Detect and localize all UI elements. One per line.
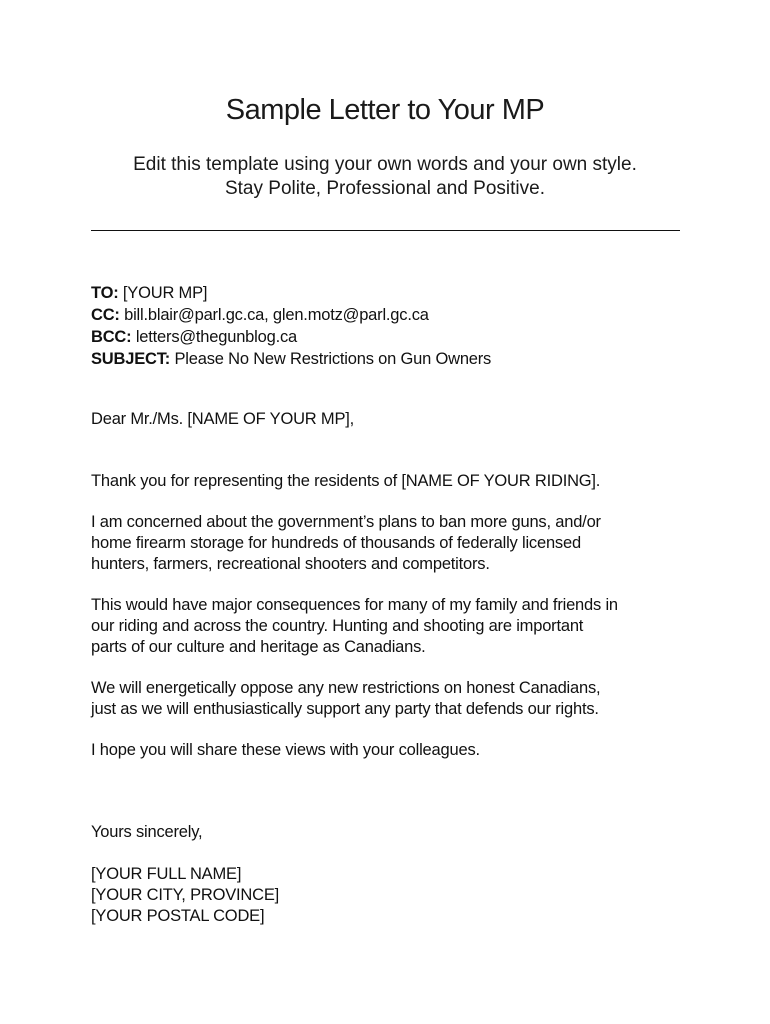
instructions-line: Edit this template using your own words and your own style. [133,154,637,175]
subject-value: Please No New Restrictions on Gun Owners [170,350,492,368]
paragraph [91,471,691,492]
paragraph-line: I am concerned about the government’s plans to ban more guns, and/or [91,513,601,531]
to-line [91,282,691,304]
to-label: TO: [91,284,119,302]
signature-block [91,864,691,927]
divider-line [91,230,680,231]
bcc-line [91,326,691,348]
bcc-value: letters@thegunblog.ca [131,328,297,346]
paragraph [91,512,691,575]
paragraph-line: just as we will enthusiastically support any party that defends our rights. [91,700,599,718]
paragraph-line: home firearm storage for hundreds of thousands of federally licensed [91,534,581,552]
signature-line: [YOUR CITY, PROVINCE] [91,886,280,904]
closing: Yours sincerely, [91,823,203,841]
paragraph [91,678,691,720]
paragraph [91,595,691,658]
cc-line [91,304,691,326]
paragraph-line: parts of our culture and heritage as Canadians. [91,638,426,656]
paragraph-line: I hope you will share these views with your colleagues. [91,741,480,759]
subject-label: SUBJECT: [91,350,171,368]
paragraph-line: We will energetically oppose any new restrictions on honest Canadians, [91,679,601,697]
instructions-line: Stay Polite, Professional and Positive. [224,178,545,199]
to-value: [YOUR MP] [118,284,208,302]
paragraph-line: hunters, farmers, recreational shooters and competitors. [91,555,490,573]
cc-label: CC: [91,306,120,324]
paragraph-line: This would have major consequences for many of my family and friends in [91,596,618,614]
salutation: Dear Mr./Ms. [NAME OF YOUR MP], [91,410,355,428]
signature-line: [YOUR POSTAL CODE] [91,907,265,925]
letter-headers [91,282,691,370]
cc-value: bill.blair@parl.gc.ca, glen.motz@parl.gc.ca [119,306,429,324]
paragraph-line: our riding and across the country. Hunting and shooting are important [91,617,584,635]
page-title: Sample Letter to Your MP [225,94,545,126]
signature-line: [YOUR FULL NAME] [91,865,242,883]
instructions [0,153,770,201]
subject-line [91,348,691,370]
bcc-label: BCC: [91,328,132,346]
paragraph [91,740,691,761]
paragraph-line: Thank you for representing the residents of [NAME OF YOUR RIDING]. [91,472,601,490]
